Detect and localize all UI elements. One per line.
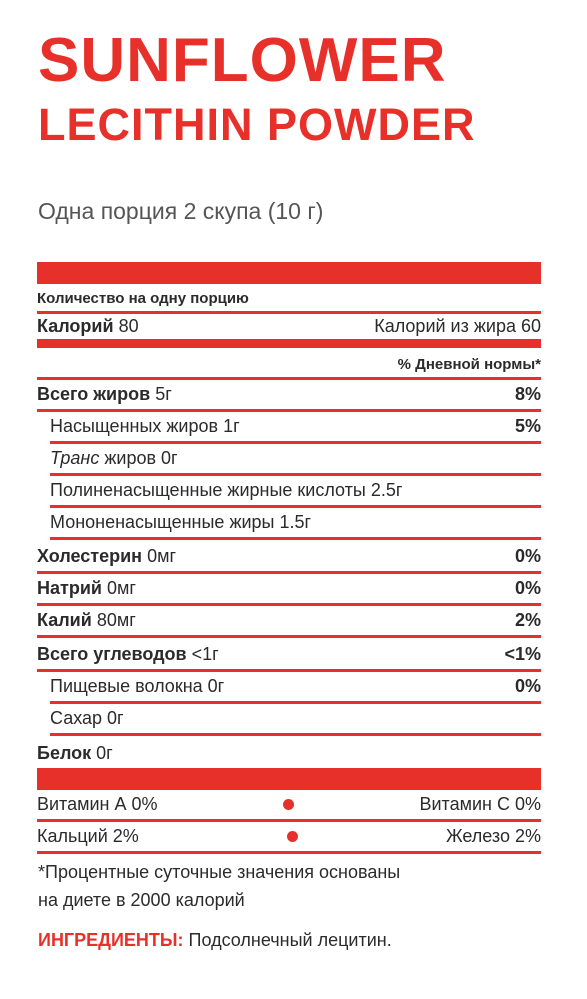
nutrient-text <box>37 384 172 405</box>
nutrient-text <box>50 676 224 697</box>
nutrient-row <box>37 640 541 672</box>
vitamin-left: Витамин А 0% <box>37 794 158 814</box>
ingredients-label: ИНГРЕДИЕНТЫ: <box>38 930 184 950</box>
nutrient-text <box>37 610 136 631</box>
nutrient-amount: 0г <box>96 743 113 763</box>
nutrient-text <box>37 578 136 599</box>
nutrient-text <box>37 743 113 764</box>
nutrient-row <box>37 608 541 638</box>
nutrient-pct: <1% <box>504 644 541 664</box>
daily-value-header: % Дневной нормы* <box>397 356 541 373</box>
nutrient-amount: 0мг <box>147 546 177 566</box>
nutrient-pct: 8% <box>514 384 541 404</box>
nutrient-label: Всего углеводов <box>37 644 187 664</box>
nutrient-row <box>37 738 541 768</box>
nutrient-row <box>37 576 541 606</box>
nutrient-pct: 0% <box>514 676 541 696</box>
ingredients <box>38 930 392 951</box>
vitamin-row <box>37 824 541 854</box>
daily-value-header-row <box>37 352 541 380</box>
nutrient-label: Мононенасыщенные жиры 1.5г <box>50 512 312 532</box>
nutrient-row <box>50 478 541 508</box>
calories-text <box>37 316 139 337</box>
product-title-line2: LECITHIN POWDER <box>38 99 476 150</box>
ingredients-text: Подсолнечный лецитин. <box>183 930 392 950</box>
vitamin-left: Кальций 2% <box>37 826 139 846</box>
nutrient-label: Натрий <box>37 578 102 598</box>
nutrient-amount: жиров 0г <box>104 448 178 468</box>
nutrient-pct: 2% <box>514 610 541 630</box>
bullet-icon <box>283 799 294 810</box>
nutrient-row <box>37 542 541 574</box>
top-divider <box>37 262 541 284</box>
nutrient-row <box>50 510 541 540</box>
nutrient-pct: 0% <box>514 546 541 566</box>
vitamin-row <box>37 792 541 822</box>
product-title <box>38 26 476 150</box>
nutrient-amount: 80мг <box>96 610 136 630</box>
nutrient-text <box>37 644 219 665</box>
nutrient-amount: 1г <box>223 416 240 436</box>
nutrient-amount: 0мг <box>106 578 136 598</box>
nutrient-row <box>37 382 541 412</box>
amount-per-serving-row <box>37 288 541 314</box>
bullet-icon <box>287 831 298 842</box>
amount-per-serving-label: Количество на одну порцию <box>37 290 249 307</box>
nutrient-pct: 5% <box>514 416 541 436</box>
nutrient-row <box>50 706 541 736</box>
nutrient-label: Сахар <box>50 708 103 728</box>
nutrient-label: Всего жиров <box>37 384 151 404</box>
nutrient-label: Транс <box>50 448 100 468</box>
calories-value: 80 <box>118 316 139 336</box>
nutrient-text <box>50 708 124 729</box>
nutrient-label: Калий <box>37 610 92 630</box>
nutrient-amount: 5г <box>155 384 172 404</box>
nutrient-row <box>50 446 541 476</box>
nutrient-label: Полиненасыщенные жирные кислоты 2.5г <box>50 480 403 500</box>
nutrient-label: Пищевые волокна <box>50 676 203 696</box>
calories-row <box>37 316 541 348</box>
nutrient-label: Насыщенных жиров <box>50 416 219 436</box>
nutrient-row <box>50 674 541 704</box>
calories-label: Калорий <box>37 316 114 336</box>
footnote-line2: на диете в 2000 калорий <box>38 890 245 910</box>
nutrient-row <box>50 414 541 444</box>
nutrient-label: Белок <box>37 743 92 763</box>
nutrient-pct: 0% <box>514 578 541 598</box>
footnote <box>38 858 400 914</box>
calories-from-fat: Калорий из жира 60 <box>374 316 541 336</box>
product-title-line1: SUNFLOWER <box>38 26 447 95</box>
nutrient-amount: 0г <box>107 708 124 728</box>
footnote-line1: *Процентные суточные значения основаны <box>38 862 401 882</box>
serving-size: Одна порция 2 скупа (10 г) <box>38 198 324 224</box>
nutrient-text <box>50 416 240 437</box>
vitamin-right: Витамин С 0% <box>419 794 541 814</box>
nutrient-text <box>50 448 178 469</box>
nutrient-label: Холестерин <box>37 546 143 566</box>
vitamins-divider <box>37 768 541 790</box>
nutrient-text <box>37 546 176 567</box>
vitamin-right: Железо 2% <box>445 826 541 846</box>
nutrient-amount: 0г <box>207 676 225 696</box>
nutrient-amount: <1г <box>191 644 219 664</box>
